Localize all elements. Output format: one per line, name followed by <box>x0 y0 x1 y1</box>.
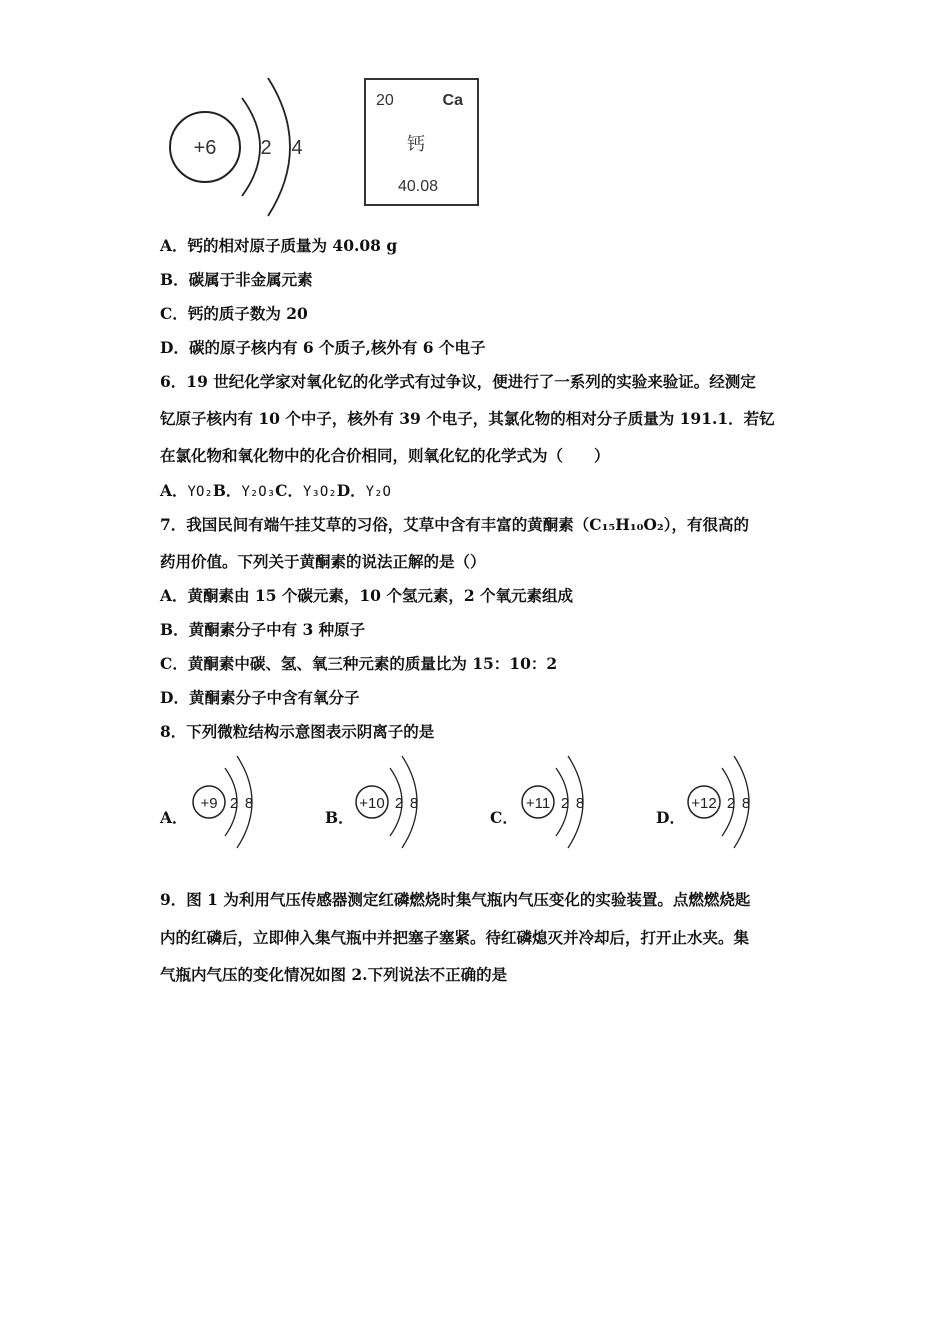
q8-c-shell-2-count: 8 <box>575 795 585 812</box>
q6-option-b-label: B． <box>212 481 242 500</box>
q8-option-b-diagram <box>350 752 430 852</box>
q8-option-d-label: D． <box>656 808 685 827</box>
q8-option-d-diagram <box>682 752 762 852</box>
q8-stem: 8．下列微粒结构示意图表示阴离子的是 <box>160 722 435 741</box>
carbon-shell-2-count: 4 <box>291 137 303 159</box>
q8-option-b-label: B． <box>325 808 354 827</box>
carbon-shell-1-arc <box>242 98 260 196</box>
q6-option-d-label: D． <box>336 481 366 500</box>
q6-option-c-label: C． <box>275 481 303 500</box>
q8-a-shell-1-count: 2 <box>229 795 239 812</box>
q5-option-b: B．碳属于非金属元素 <box>160 270 313 289</box>
q7-stem-line-1 <box>160 515 749 535</box>
q8-option-a-diagram <box>185 752 265 852</box>
q6-option-a-label: A． <box>160 481 188 500</box>
q7-option-b: B．黄酮素分子中有 3 种原子 <box>160 620 366 639</box>
q6-option-d: Y₂O <box>365 484 391 500</box>
q8-option-c-label: C． <box>490 808 518 827</box>
carbon-shell-1-count: 2 <box>260 137 272 159</box>
flavone-formula: C₁₅H₁₀O₂ <box>589 515 664 534</box>
q7-option-a: A．黄酮素由 15 个碳元素，10 个氢元素，2 个氧元素组成 <box>160 586 574 605</box>
atomic-mass: 40.08 <box>398 178 439 195</box>
q8-option-c-diagram <box>516 752 596 852</box>
q9-stem-line-1: 9．图 1 为利用气压传感器测定红磷燃烧时集气瓶内气压变化的实验装置。点燃燃烧匙 <box>160 890 751 909</box>
atomic-number: 20 <box>376 92 394 109</box>
q6-option-a: YO₂ <box>187 484 213 500</box>
q8-d-shell-2-count: 8 <box>741 795 751 812</box>
q9-stem-line-2: 内的红磷后，立即伸入集气瓶中并把塞子塞紧。待红磷熄灭并冷却后，打开止水夹。集 <box>160 928 750 947</box>
q8-d-nucleus-charge: +12 <box>691 795 717 812</box>
q6-stem-line-2: 钇原子核内有 10 个中子，核外有 39 个电子，其氯化物的相对分子质量为 191.1．若钇 <box>160 409 775 428</box>
q8-option-a-label: A． <box>160 808 188 827</box>
q8-b-nucleus-charge: +10 <box>359 795 385 812</box>
q7-option-d: D．黄酮素分子中含有氧分子 <box>160 688 360 707</box>
element-name: 钙 <box>407 134 425 155</box>
q8-c-shell-1-count: 2 <box>560 795 570 812</box>
q6-stem-line-3: 在氯化物和氧化物中的化合价相同，则氧化钇的化学式为（ ） <box>160 446 610 465</box>
calcium-element-tile <box>364 78 479 206</box>
q8-b-shell-1-count: 2 <box>394 795 404 812</box>
q8-d-shell-1-count: 2 <box>726 795 736 812</box>
carbon-atom-diagram <box>160 70 320 220</box>
q9-stem-line-3: 气瓶内气压的变化情况如图 2.下列说法不正确的是 <box>160 965 508 984</box>
q8-c-nucleus-charge: +11 <box>525 795 551 812</box>
q8-a-nucleus-charge: +9 <box>200 795 218 812</box>
carbon-nucleus-charge: +6 <box>193 137 217 159</box>
q7-option-c: C．黄酮素中碳、氢、氧三种元素的质量比为 15：10：2 <box>160 654 558 673</box>
q6-option-c: Y₃O₂ <box>303 484 337 500</box>
q7-stem-post: ），有很高的 <box>663 515 749 534</box>
q6-stem-line-1: 6．19 世纪化学家对氧化钇的化学式有过争议，便进行了一系列的实验来验证。经测定 <box>160 372 756 391</box>
q5-option-a: A．钙的相对原子质量为 40.08 g <box>160 236 398 255</box>
q5-option-d: D．碳的原子核内有 6 个质子,核外有 6 个电子 <box>160 338 486 357</box>
q7-stem-line-2: 药用价值。下列关于黄酮素的说法正解的是（） <box>160 552 486 571</box>
q8-b-shell-2-count: 8 <box>409 795 419 812</box>
q8-a-shell-2-count: 8 <box>244 795 254 812</box>
q7-stem-pre: 7．我国民间有端午挂艾草的习俗，艾草中含有丰富的黄酮素（ <box>160 515 590 534</box>
q6-option-b: Y₂O₃ <box>241 484 276 500</box>
q5-option-c: C．钙的质子数为 20 <box>160 304 308 323</box>
element-symbol: Ca <box>442 92 463 109</box>
q6-options <box>160 481 391 502</box>
